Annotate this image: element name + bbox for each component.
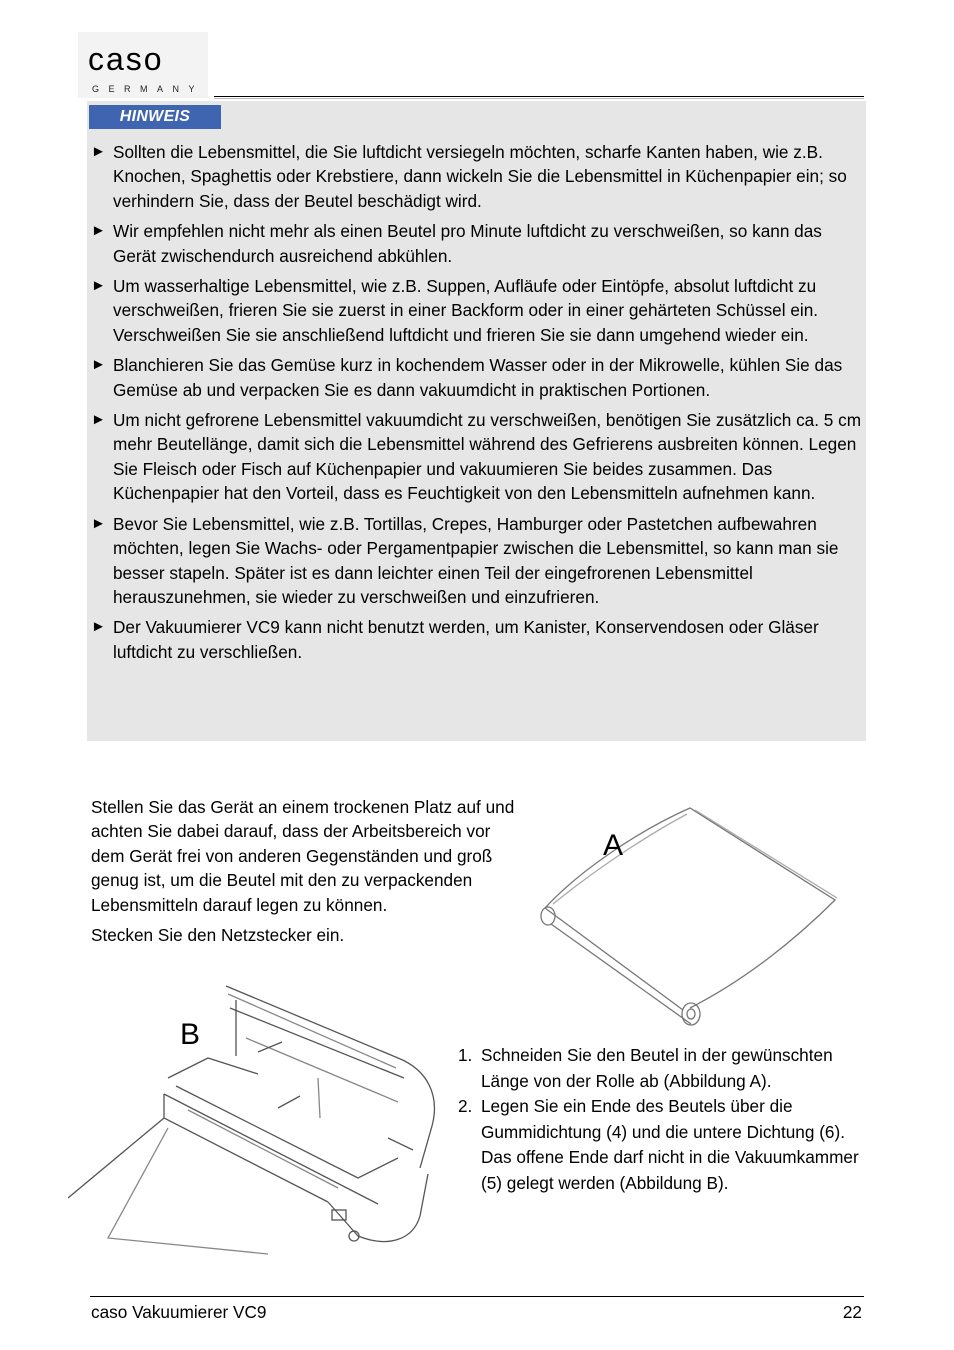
note-text: Um nicht gefrorene Lebensmittel vakuumdicht zu verschweißen, benötigen Sie zusätzlich ca. 5 cm mehr Beutellänge, damit sich die Lebensmittel während des Gefrierens ausbreiten können. Legen Sie Fleisch oder Fisch auf Küchenpapier und vakuumieren Sie beides zusammen. Das Küchenpapier hat den Vorteil, dass es Feuchtigkeit von den Lebensmitteln aufnehmen kann. [113,410,862,504]
note-list [91,140,864,670]
note-text: Um wasserhaltige Lebensmittel, wie z.B. Suppen, Aufläufe oder Eintöpfe, absolut luftdicht zu verschweißen, frieren Sie sie zuerst in einer Backform oder in einer gehärteten Schüssel ein. Verschweißen Sie sie anschließend luftdicht und frieren Sie sie dann umgehend wieder ein. [113,276,819,345]
arrow-right-icon: ► [91,618,106,636]
brand-subtitle: GERMANY [92,84,205,94]
note-text: Blanchieren Sie das Gemüse kurz in kochendem Wasser oder in der Mikrowelle, kühlen Sie das Gemüse ab und verpacken Sie es dann vakuumdicht in praktischen Portionen. [113,355,843,400]
brand-name: caso [88,41,164,77]
arrow-right-icon: ► [91,411,106,429]
arrow-right-icon: ► [91,277,106,295]
footer-title: caso Vakuumierer VC9 [91,1302,267,1322]
note-item [91,219,864,268]
arrow-right-icon: ► [91,514,106,532]
step-text: Schneiden Sie den Beutel in der gewünschten Länge von der Rolle ab (Abbildung A). [481,1045,833,1091]
footer-rule [90,1296,864,1297]
note-text: Der Vakuumierer VC9 kann nicht benutzt werden, um Kanister, Konservendosen oder Gläser luftdicht zu verschließen. [113,617,819,662]
note-item [91,274,864,347]
step-item [458,1043,868,1094]
note-item [91,408,864,506]
note-item [91,353,864,402]
header-rule-shadow [214,98,864,99]
step-number: 1. [458,1045,473,1065]
figure-b-vacuum-sealer [68,978,448,1256]
step-item [458,1094,868,1196]
note-item [91,140,864,213]
note-text: Bevor Sie Lebensmittel, wie z.B. Tortillas, Crepes, Hamburger oder Pastetchen aufbewahren möchten, legen Sie Wachs- oder Pergamentpapier zwischen die Lebensmittel, so kann man sie besser stapeln. Später ist es dann leichter einen Teil der eingefrorenen Lebensmittel herauszunehmen, sie wieder zu verschweißen und einzufrieren. [113,513,839,607]
note-badge: HINWEIS [89,105,221,129]
header-rule [214,96,864,97]
note-text: Sollten die Lebensmittel, die Sie luftdicht versiegeln möchten, scharfe Kanten haben, wie z.B. Knochen, Spaghettis oder Krebstiere, dann wickeln Sie die Lebensmittel in Küchenpapier ein; so verhindern Sie, dass der Beutel beschädigt wird. [113,142,847,211]
arrow-right-icon: ► [91,143,106,160]
arrow-right-icon: ► [91,356,106,374]
figure-a-label: A [603,829,624,862]
setup-intro [91,795,521,953]
note-text: Wir empfehlen nicht mehr als einen Beutel pro Minute luftdicht zu verschweißen, so kann das Gerät zwischendurch ausreichend abkühlen. [113,221,822,266]
steps-list [458,1043,868,1197]
step-number: 2. [458,1096,473,1117]
step-text: Legen Sie ein Ende des Beutels über die Gummidichtung (4) und die untere Dichtung (6). Das offene Ende darf nicht in die Vakuumkammer (5) gelegt werden (Abbildung B). [481,1096,859,1193]
setup-paragraph-plug: Stecken Sie den Netzstecker ein. [91,925,345,946]
setup-paragraph: Stellen Sie das Gerät an einem trockenen Platz auf und achten Sie dabei darauf, dass der Arbeitsbereich vor dem Gerät frei von anderen Gegenständen und groß genug ist, um die Beutel mit den zu verpackenden Lebensmitteln darauf legen zu können. [91,797,515,915]
page-number: 22 [842,1302,862,1322]
figure-b-label: B [180,1018,201,1051]
arrow-right-icon: ► [91,222,106,240]
figure-a-bag-roll [525,800,865,1030]
note-item [91,512,864,610]
note-item [91,615,864,664]
